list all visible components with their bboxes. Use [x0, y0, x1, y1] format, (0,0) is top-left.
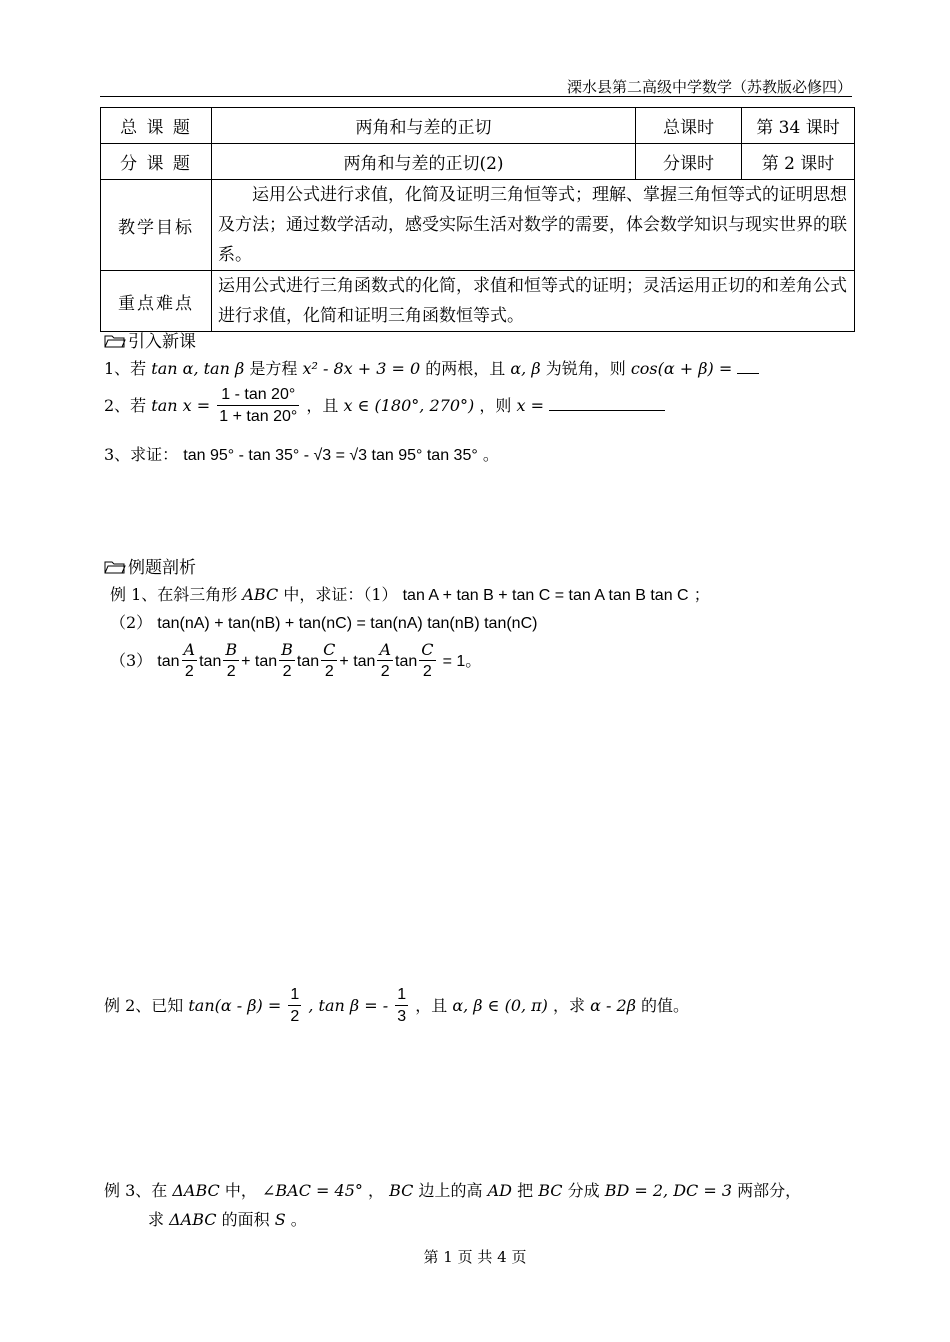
ex2-prefix: 例 2、已知	[104, 996, 184, 1015]
ex1-part-2-label: （2）	[110, 613, 153, 632]
ex2-fraction-2-den: 3	[397, 1008, 407, 1025]
ex3-angle: ∠BAC = 45°	[261, 1181, 363, 1200]
table-row	[101, 180, 855, 271]
goals-text: 运用公式进行求值，化简及证明三角恒等式；理解、掌握三角恒等式的证明思想及方法；通过数学活动，感受实际生活对数学的需要，体会数学知识与现实世界的联系。	[212, 180, 855, 271]
ex3-triangle-2: ΔABC	[169, 1210, 217, 1229]
ex3-prefix: 例 3、在	[104, 1181, 168, 1200]
ex2-fraction-2-num: 1	[395, 985, 408, 1006]
table-row	[101, 108, 855, 144]
sub-topic-label: 分 课 题	[101, 144, 212, 180]
ex2-ask: α - 2β	[590, 996, 636, 1015]
q2-text: ，且	[306, 396, 339, 415]
ex1-part-2: tan(nA) + tan(nB) + tan(nC) = tan(nA) tan(nB) tan(nC)	[157, 615, 538, 632]
ex1-text: 中，求证：（1）	[283, 585, 398, 604]
ex1-end: ；	[693, 585, 710, 604]
ex3-text-3: 边上的高	[418, 1181, 483, 1200]
sub-topic-value: 两角和与差的正切(2)	[212, 144, 636, 180]
q1-prefix: 1、若	[104, 359, 147, 378]
q1-alpha-beta: α, β	[510, 359, 541, 378]
ex3-line2-text: 的面积	[221, 1210, 270, 1229]
answer-blank	[549, 410, 665, 411]
q1-text-2: 的两根，且	[425, 359, 506, 378]
folder-icon	[104, 560, 126, 574]
q2-fraction	[217, 385, 299, 428]
ex3-text-4: 把	[517, 1181, 534, 1200]
ex2-fraction-2	[395, 985, 408, 1028]
q2-ask: x =	[516, 396, 544, 415]
ex3-end: 两部分，	[737, 1181, 802, 1200]
ex3-text-5: 分成	[567, 1181, 600, 1200]
question-2	[104, 385, 665, 428]
q2-numerator: 1 - tan 20°	[217, 385, 299, 406]
ex1-part-3-label: （3）	[110, 651, 153, 670]
ex3-line2-end: 。	[290, 1210, 307, 1229]
q1-cos-expr: cos(α + β) =	[630, 359, 733, 378]
q1-text: 是方程	[249, 359, 298, 378]
ex3-line2-prefix: 求	[148, 1210, 165, 1229]
q3-prefix: 3、求证：	[104, 445, 179, 464]
q2-denominator: 1 + tan 20°	[219, 408, 298, 425]
section-examples	[104, 553, 196, 578]
ex2-text-2: ，求	[553, 996, 586, 1015]
ex3-ad: AD	[487, 1181, 512, 1200]
example-3-line-1	[104, 1178, 801, 1201]
header-rule	[100, 96, 852, 97]
ex3-values: BD = 2, DC = 3	[604, 1181, 733, 1200]
question-3	[104, 442, 499, 465]
sub-period-label: 分课时	[636, 144, 742, 180]
section-examples-title: 例题剖析	[128, 558, 196, 578]
ex2-fraction-1-num: 1	[288, 985, 301, 1006]
q3-identity: tan 95° - tan 35° - √3 = √3 tan 95° tan 35°	[183, 447, 478, 464]
key-points-text: 运用公式进行三角函数式的化简，求值和恒等式的证明；灵活运用正切的和差角公式进行求值，化简和证明三角函数恒等式。	[212, 271, 855, 332]
sub-period-value: 第 2 课时	[742, 144, 855, 180]
ex3-area-symbol: S	[274, 1210, 286, 1229]
total-period-label: 总课时	[636, 108, 742, 144]
ex2-condition: α, β ∈ (0, π)	[452, 996, 548, 1015]
ex3-bc-2: BC	[538, 1181, 563, 1200]
example-1-line-2	[110, 610, 537, 633]
section-intro	[104, 327, 196, 352]
ex1-prefix: 例 1、在斜三角形	[110, 585, 238, 604]
total-topic-label: 总 课 题	[101, 108, 212, 144]
goals-label: 教学目标	[101, 180, 212, 271]
ex3-triangle: ΔABC	[172, 1181, 220, 1200]
q1-text-3: 为锐角，则	[545, 359, 626, 378]
answer-blank	[737, 373, 759, 374]
ex2-fraction-1	[288, 985, 301, 1028]
q2-prefix: 2、若	[104, 396, 147, 415]
ex3-text: 中，	[224, 1181, 257, 1200]
q2-condition: x ∈ (180°, 270°)	[343, 396, 475, 415]
example-1-line-3: （3） tan $\frac{A}{2}$ tan $\frac{B}{2}$ + tan $\frac{B}{2}$ tan $\frac{C}{2}$ + tan $\frac{A}{2}$ tan $\frac{C}{2}$ = 1。	[110, 640, 482, 680]
ex1-part-3-end: = 1。	[442, 653, 482, 670]
q3-end: 。	[482, 445, 499, 464]
ex3-text-2: ，	[367, 1181, 384, 1200]
table-row	[101, 271, 855, 332]
ex1-part-1: tan A + tan B + tan C = tan A tan B tan C	[402, 587, 689, 604]
section-intro-title: 引入新课	[128, 332, 196, 352]
example-2	[104, 985, 689, 1028]
total-period-value: 第 34 课时	[742, 108, 855, 144]
ex2-tan-beta: , tan β = -	[308, 996, 389, 1015]
total-topic-value: 两角和与差的正切	[212, 108, 636, 144]
example-3-line-2	[148, 1207, 307, 1230]
lesson-info-table	[100, 107, 855, 332]
example-1-line-1	[110, 582, 710, 605]
page-header: 溧水县第二高级中学数学（苏教版必修四）	[566, 78, 852, 96]
table-row	[101, 144, 855, 180]
key-points-label: 重点难点	[101, 271, 212, 332]
q2-text-2: ，则	[479, 396, 512, 415]
ex3-bc: BC	[389, 1181, 414, 1200]
ex2-text: ，且	[415, 996, 448, 1015]
q2-lhs: tan x =	[151, 396, 211, 415]
ex2-fraction-1-den: 2	[290, 1008, 300, 1025]
folder-icon	[104, 334, 126, 348]
question-1	[104, 356, 759, 379]
q1-expr-tan: tan α, tan β	[151, 359, 245, 378]
ex1-triangle: ABC	[242, 585, 279, 604]
page-footer: 第 1 页 共 4 页	[423, 1248, 527, 1266]
q1-equation: x² - 8x + 3 = 0	[302, 359, 421, 378]
ex2-lhs: tan(α - β) =	[188, 996, 282, 1015]
ex2-end: 的值。	[641, 996, 690, 1015]
